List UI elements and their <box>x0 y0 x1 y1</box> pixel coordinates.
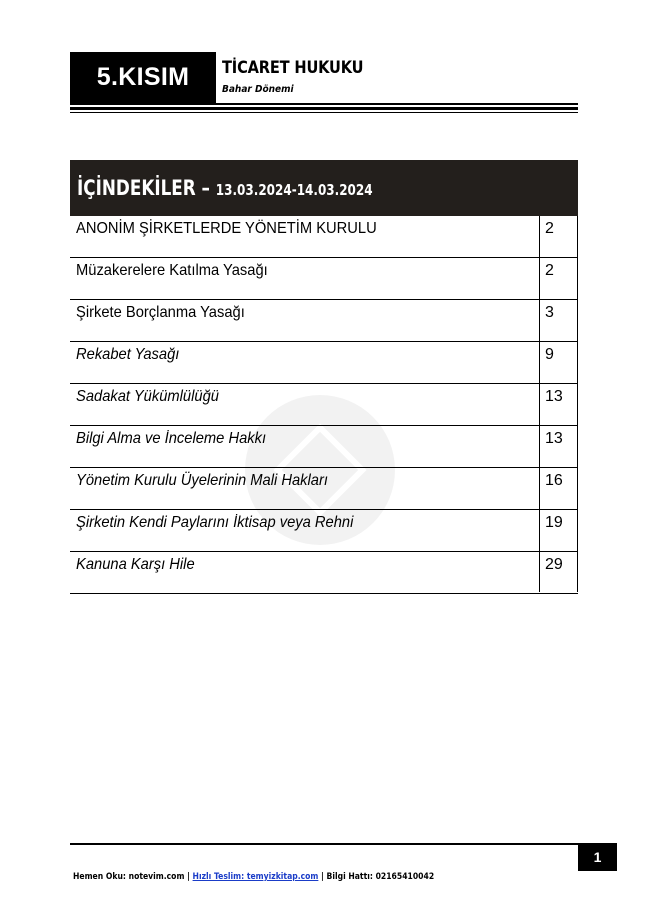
toc-row[interactable] <box>70 342 578 384</box>
toc-item-label[interactable]: Bilgi Alma ve İnceleme Hakkı <box>76 430 267 447</box>
toc-item-label[interactable]: Yönetim Kurulu Üyelerinin Mali Hakları <box>76 472 328 489</box>
toc-table <box>70 216 578 594</box>
footer-rule <box>70 843 578 845</box>
toc-row[interactable] <box>70 216 578 258</box>
document-subtitle: Bahar Dönemi <box>222 84 294 95</box>
toc-heading <box>77 176 373 200</box>
footer-phone: Bilgi Hattı: 02165410042 <box>326 872 435 882</box>
toc-item-label[interactable]: Sadakat Yükümlülüğü <box>76 388 219 405</box>
toc-item-page: 13 <box>545 430 563 447</box>
toc-right-border <box>577 216 578 592</box>
toc-column-divider <box>539 216 540 592</box>
toc-item-page: 13 <box>545 388 563 405</box>
document-title: TİCARET HUKUKU <box>222 58 364 78</box>
page-number: 1 <box>578 843 617 871</box>
toc-item-label[interactable]: Rekabet Yasağı <box>76 346 180 363</box>
toc-row[interactable] <box>70 300 578 342</box>
footer-separator: | <box>187 872 190 882</box>
toc-item-label[interactable]: Şirkete Borçlanma Yasağı <box>76 304 245 321</box>
toc-row[interactable] <box>70 258 578 300</box>
header-rule <box>70 112 578 113</box>
toc-row[interactable] <box>70 510 578 552</box>
toc-item-page: 16 <box>545 472 563 489</box>
toc-date-range: 13.03.2024-14.03.2024 <box>215 181 373 199</box>
footer-delivery-link[interactable]: Hızlı Teslim: temyizkitap.com <box>192 872 319 882</box>
header-rule <box>70 107 578 110</box>
toc-title: İÇİNDEKİLER – <box>77 176 210 200</box>
footer-read-link[interactable]: Hemen Oku: notevim.com <box>73 872 185 882</box>
toc-item-page: 19 <box>545 514 563 531</box>
toc-item-page: 3 <box>545 304 554 321</box>
toc-item-page: 2 <box>545 220 554 237</box>
toc-row[interactable] <box>70 384 578 426</box>
toc-row[interactable] <box>70 552 578 594</box>
toc-item-page: 2 <box>545 262 554 279</box>
toc-row[interactable] <box>70 426 578 468</box>
footer-text <box>73 872 434 882</box>
toc-row[interactable] <box>70 468 578 510</box>
toc-item-label[interactable]: Kanuna Karşı Hile <box>76 556 195 573</box>
toc-item-label[interactable]: Müzakerelere Katılma Yasağı <box>76 262 268 279</box>
footer-separator: | <box>321 872 324 882</box>
toc-item-label[interactable]: ANONİM ŞİRKETLERDE YÖNETİM KURULU <box>76 220 377 237</box>
toc-item-page: 29 <box>545 556 563 573</box>
toc-item-label[interactable]: Şirketin Kendi Paylarını İktisap veya Rehni <box>76 514 354 531</box>
section-badge: 5.KISIM <box>70 52 216 103</box>
toc-item-page: 9 <box>545 346 554 363</box>
header-rule <box>70 103 578 105</box>
toc-header <box>70 160 578 216</box>
